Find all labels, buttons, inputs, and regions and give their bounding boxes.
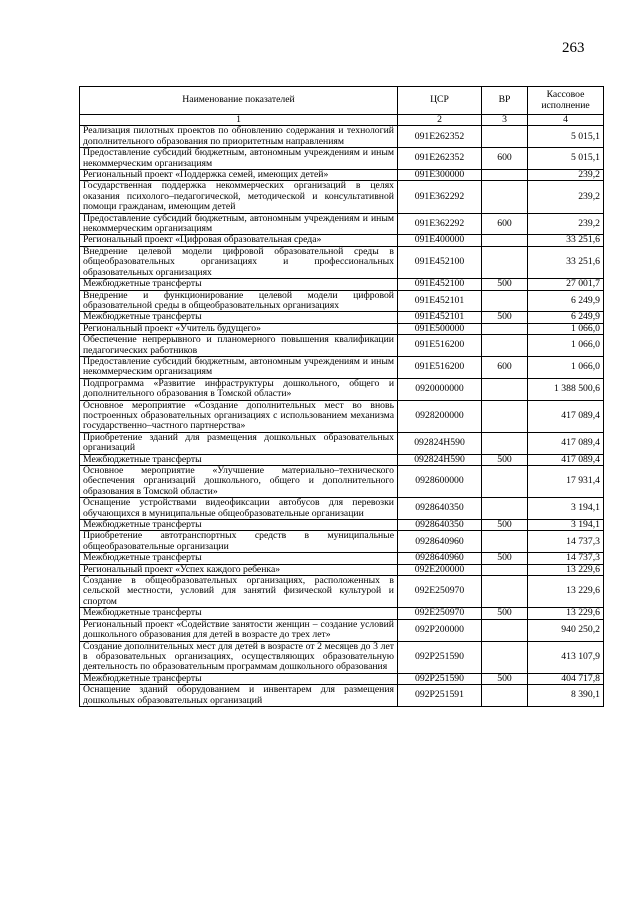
cell-csr: 091E452101 xyxy=(398,312,482,323)
cell-csr: 0928200000 xyxy=(398,400,482,432)
cell-csr: 091E500000 xyxy=(398,323,482,334)
cell-amount: 417 089,4 xyxy=(528,432,604,454)
column-number-row xyxy=(80,115,604,126)
cell-name: Обеспечение непрерывного и планомерного повышения квалификации педагогических работников xyxy=(80,335,398,357)
cell-name: Региональный проект «Поддержка семей, имеющих детей» xyxy=(80,170,398,181)
cell-vr: 500 xyxy=(482,279,528,290)
table-row xyxy=(80,400,604,432)
cell-amount: 13 229,6 xyxy=(528,576,604,608)
cell-name: Основное мероприятие «Создание дополнительных мест во вновь построенных образовательных организациях с использованием механизма государственно–частного партнерства» xyxy=(80,400,398,432)
table-row xyxy=(80,685,604,707)
cell-amount: 404 717,8 xyxy=(528,673,604,684)
cell-amount: 940 250,2 xyxy=(528,619,604,641)
header-row xyxy=(80,87,604,115)
cell-vr xyxy=(482,531,528,553)
cell-csr: 091E452100 xyxy=(398,246,482,278)
cell-vr xyxy=(482,378,528,400)
cell-csr: 092P251591 xyxy=(398,685,482,707)
cell-vr: 500 xyxy=(482,553,528,564)
header-name: Наименование показателей xyxy=(80,87,398,115)
cell-vr: 500 xyxy=(482,312,528,323)
table-row xyxy=(80,641,604,673)
cell-csr: 092P251590 xyxy=(398,673,482,684)
cell-name: Региональный проект «Содействие занятости женщин – создание условий дошкольного образования для детей в возрасте до трех лет» xyxy=(80,619,398,641)
cell-amount: 3 194,1 xyxy=(528,498,604,520)
cell-vr: 500 xyxy=(482,520,528,531)
cell-vr xyxy=(482,246,528,278)
cell-amount: 27 001,7 xyxy=(528,279,604,290)
cell-vr: 500 xyxy=(482,608,528,619)
cell-csr: 0928640350 xyxy=(398,520,482,531)
cell-name: Создание дополнительных мест для детей в возрасте от 2 месяцев до 3 лет в образовательных организациях, осуществляющих образовательную деятельность по образовательным программам дошкольного образования xyxy=(80,641,398,673)
table-row xyxy=(80,432,604,454)
cell-csr: 0928600000 xyxy=(398,466,482,498)
cell-vr xyxy=(482,498,528,520)
cell-vr xyxy=(482,641,528,673)
header-amount: Кассовое исполнение xyxy=(528,87,604,115)
cell-vr: 600 xyxy=(482,148,528,170)
cell-name: Приобретение зданий для размещения дошкольных образовательных организаций xyxy=(80,432,398,454)
header-csr: ЦСР xyxy=(398,87,482,115)
page-number: 263 xyxy=(562,40,585,56)
table-row xyxy=(80,576,604,608)
table-row xyxy=(80,335,604,357)
table-row xyxy=(80,466,604,498)
cell-amount: 6 249,9 xyxy=(528,312,604,323)
cell-csr: 091E400000 xyxy=(398,235,482,246)
cell-name: Создание в общеобразовательных организациях, расположенных в сельской местности, условий для занятий физической культурой и спортом xyxy=(80,576,398,608)
cell-vr xyxy=(482,432,528,454)
table-row xyxy=(80,356,604,378)
table-row xyxy=(80,553,604,564)
cell-csr: 091E262352 xyxy=(398,126,482,148)
budget-table xyxy=(79,86,604,707)
cell-amount: 17 931,4 xyxy=(528,466,604,498)
cell-csr: 092E250970 xyxy=(398,608,482,619)
cell-name: Предоставление субсидий бюджетным, автономным учреждениям и иным некоммерческим организациям xyxy=(80,213,398,235)
table-row xyxy=(80,126,604,148)
table-row xyxy=(80,213,604,235)
table-body xyxy=(80,126,604,707)
cell-amount: 14 737,3 xyxy=(528,531,604,553)
cell-name: Региональный проект «Цифровая образовательная среда» xyxy=(80,235,398,246)
table-row xyxy=(80,279,604,290)
cell-vr xyxy=(482,323,528,334)
cell-amount: 13 229,6 xyxy=(528,608,604,619)
table-row xyxy=(80,498,604,520)
cell-vr xyxy=(482,619,528,641)
cell-amount: 1 388 500,6 xyxy=(528,378,604,400)
cell-vr xyxy=(482,466,528,498)
cell-name: Межбюджетные трансферты xyxy=(80,608,398,619)
table-row xyxy=(80,235,604,246)
cell-vr xyxy=(482,564,528,575)
cell-name: Межбюджетные трансферты xyxy=(80,312,398,323)
table-row xyxy=(80,290,604,312)
table-row xyxy=(80,170,604,181)
cell-amount: 417 089,4 xyxy=(528,400,604,432)
cell-name: Внедрение целевой модели цифровой образовательной среды в общеобразовательных организациях и профессиональных образовательных организациях xyxy=(80,246,398,278)
cell-amount: 239,2 xyxy=(528,181,604,213)
cell-vr xyxy=(482,235,528,246)
cell-csr: 091E452101 xyxy=(398,290,482,312)
cell-amount: 239,2 xyxy=(528,170,604,181)
col-number: 1 xyxy=(80,115,398,126)
cell-amount: 5 015,1 xyxy=(528,148,604,170)
cell-name: Межбюджетные трансферты xyxy=(80,520,398,531)
cell-vr xyxy=(482,126,528,148)
cell-vr xyxy=(482,290,528,312)
cell-csr: 091E300000 xyxy=(398,170,482,181)
cell-vr xyxy=(482,576,528,608)
cell-amount: 8 390,1 xyxy=(528,685,604,707)
table-row xyxy=(80,148,604,170)
cell-name: Реализация пилотных проектов по обновлению содержания и технологий дополнительного образования по приоритетным направлениям xyxy=(80,126,398,148)
cell-amount: 13 229,6 xyxy=(528,564,604,575)
cell-name: Оснащение зданий оборудованием и инвентарем для размещения дошкольных образовательных организаций xyxy=(80,685,398,707)
cell-name: Предоставление субсидий бюджетным, автономным учреждениям и иным некоммерческим организациям xyxy=(80,356,398,378)
cell-name: Внедрение и функционирование целевой модели цифровой образовательной среды в общеобразовательных организациях xyxy=(80,290,398,312)
cell-vr xyxy=(482,181,528,213)
table-row xyxy=(80,531,604,553)
cell-amount: 1 066,0 xyxy=(528,335,604,357)
table-row xyxy=(80,181,604,213)
cell-vr: 600 xyxy=(482,213,528,235)
cell-name: Межбюджетные трансферты xyxy=(80,279,398,290)
cell-csr: 092P200000 xyxy=(398,619,482,641)
table-row xyxy=(80,323,604,334)
col-number: 4 xyxy=(528,115,604,126)
cell-name: Межбюджетные трансферты xyxy=(80,454,398,465)
table-row xyxy=(80,520,604,531)
cell-name: Региональный проект «Успех каждого ребенка» xyxy=(80,564,398,575)
cell-name: Государственная поддержка некоммерческих организаций в целях оказания психолого–педагогической, методической и консультативной помощи гражданам, имеющим детей xyxy=(80,181,398,213)
cell-name: Подпрограмма «Развитие инфраструктуры дошкольного, общего и дополнительного образования в Томской области» xyxy=(80,378,398,400)
cell-name: Межбюджетные трансферты xyxy=(80,553,398,564)
cell-csr: 0920000000 xyxy=(398,378,482,400)
table-row xyxy=(80,378,604,400)
table-row xyxy=(80,619,604,641)
col-number: 3 xyxy=(482,115,528,126)
cell-vr: 500 xyxy=(482,673,528,684)
col-number: 2 xyxy=(398,115,482,126)
cell-csr: 091E516200 xyxy=(398,356,482,378)
cell-amount: 239,2 xyxy=(528,213,604,235)
cell-csr: 0928640960 xyxy=(398,553,482,564)
cell-csr: 092E200000 xyxy=(398,564,482,575)
cell-name: Оснащение устройствами видеофиксации автобусов для перевозки обучающихся в муниципальные общеобразовательные организации xyxy=(80,498,398,520)
cell-amount: 1 066,0 xyxy=(528,356,604,378)
cell-amount: 6 249,9 xyxy=(528,290,604,312)
cell-amount: 5 015,1 xyxy=(528,126,604,148)
header-vr: ВР xyxy=(482,87,528,115)
cell-vr: 600 xyxy=(482,356,528,378)
cell-csr: 091E516200 xyxy=(398,335,482,357)
cell-name: Предоставление субсидий бюджетным, автономным учреждениям и иным некоммерческим организациям xyxy=(80,148,398,170)
cell-csr: 092824Н590 xyxy=(398,432,482,454)
cell-vr xyxy=(482,170,528,181)
cell-csr: 091E262352 xyxy=(398,148,482,170)
table-row xyxy=(80,312,604,323)
cell-amount: 14 737,3 xyxy=(528,553,604,564)
table-row xyxy=(80,564,604,575)
cell-csr: 0928640960 xyxy=(398,531,482,553)
cell-vr: 500 xyxy=(482,454,528,465)
cell-csr: 091E362292 xyxy=(398,213,482,235)
cell-vr xyxy=(482,400,528,432)
table-row xyxy=(80,454,604,465)
cell-name: Региональный проект «Учитель будущего» xyxy=(80,323,398,334)
table-row xyxy=(80,608,604,619)
cell-name: Приобретение автотранспортных средств в муниципальные общеобразовательные организации xyxy=(80,531,398,553)
cell-vr xyxy=(482,685,528,707)
cell-csr: 0928640350 xyxy=(398,498,482,520)
cell-amount: 417 089,4 xyxy=(528,454,604,465)
cell-amount: 33 251,6 xyxy=(528,235,604,246)
cell-csr: 091E452100 xyxy=(398,279,482,290)
cell-amount: 3 194,1 xyxy=(528,520,604,531)
cell-csr: 091E362292 xyxy=(398,181,482,213)
cell-amount: 33 251,6 xyxy=(528,246,604,278)
cell-amount: 1 066,0 xyxy=(528,323,604,334)
table-row xyxy=(80,246,604,278)
cell-csr: 092P251590 xyxy=(398,641,482,673)
cell-name: Основное мероприятие «Улучшение материально–технического обеспечения организаций дошкольного, общего и дополнительного образования в Томской области» xyxy=(80,466,398,498)
cell-name: Межбюджетные трансферты xyxy=(80,673,398,684)
cell-vr xyxy=(482,335,528,357)
cell-csr: 092824Н590 xyxy=(398,454,482,465)
table-row xyxy=(80,673,604,684)
cell-csr: 092E250970 xyxy=(398,576,482,608)
cell-amount: 413 107,9 xyxy=(528,641,604,673)
